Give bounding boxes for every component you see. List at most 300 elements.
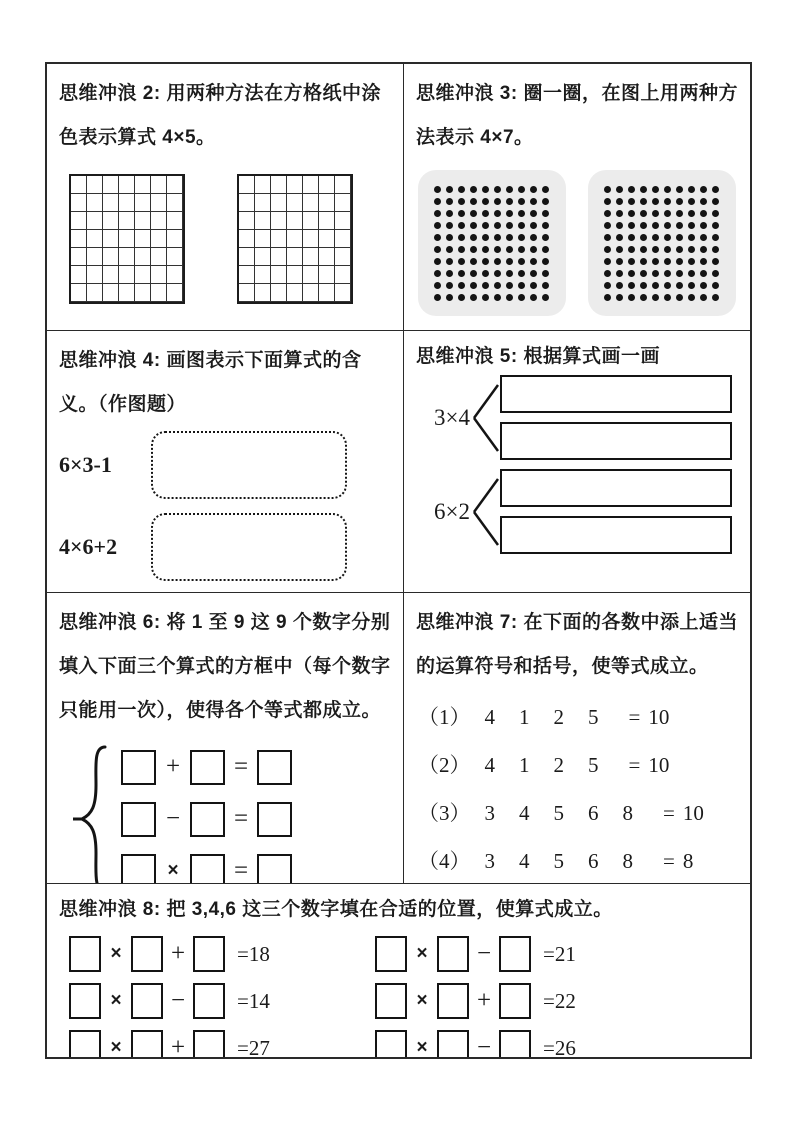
answer-box[interactable] bbox=[375, 983, 407, 1019]
dot bbox=[528, 267, 540, 279]
number: 4 bbox=[484, 705, 495, 729]
answer-box[interactable] bbox=[257, 750, 292, 785]
equals-sign: = bbox=[628, 705, 641, 729]
answer-box[interactable] bbox=[375, 1030, 407, 1057]
dot bbox=[444, 291, 456, 303]
operator-sign: × bbox=[416, 990, 428, 1011]
grid-cell[interactable] bbox=[167, 266, 183, 284]
grid-cell[interactable] bbox=[119, 212, 135, 230]
operator-sign: × bbox=[110, 943, 122, 964]
grid-cell[interactable] bbox=[87, 248, 103, 266]
dot bbox=[698, 183, 710, 195]
dot bbox=[710, 255, 722, 267]
brace-icon bbox=[73, 743, 111, 883]
grid-cell[interactable] bbox=[303, 212, 319, 230]
dot bbox=[480, 255, 492, 267]
dot bbox=[432, 279, 444, 291]
dot bbox=[480, 291, 492, 303]
grid-cell[interactable] bbox=[151, 230, 167, 248]
grid-cell[interactable] bbox=[103, 284, 119, 302]
grid-cell[interactable] bbox=[271, 176, 287, 194]
number-problem bbox=[418, 693, 738, 741]
dot bbox=[686, 195, 698, 207]
equation-row bbox=[69, 983, 375, 1019]
answer-box[interactable] bbox=[131, 936, 163, 972]
grid-cell[interactable] bbox=[151, 176, 167, 194]
grid-cell[interactable] bbox=[135, 176, 151, 194]
dot bbox=[468, 243, 480, 255]
grid-cell[interactable] bbox=[87, 230, 103, 248]
dot bbox=[444, 207, 456, 219]
dot bbox=[686, 231, 698, 243]
dot bbox=[626, 231, 638, 243]
dot bbox=[444, 231, 456, 243]
grid-cell[interactable] bbox=[319, 194, 335, 212]
grid-cell[interactable] bbox=[87, 266, 103, 284]
grid-cell[interactable] bbox=[135, 248, 151, 266]
dot bbox=[602, 267, 614, 279]
grid-cell[interactable] bbox=[135, 266, 151, 284]
dot bbox=[456, 231, 468, 243]
grid-cell[interactable] bbox=[151, 266, 167, 284]
dot bbox=[674, 231, 686, 243]
dot bbox=[650, 219, 662, 231]
grid-cell[interactable] bbox=[151, 212, 167, 230]
grid-cell[interactable] bbox=[335, 248, 351, 266]
grid-cell[interactable] bbox=[71, 230, 87, 248]
grid-cell[interactable] bbox=[335, 230, 351, 248]
grid-cell[interactable] bbox=[167, 230, 183, 248]
grid-cell[interactable] bbox=[135, 284, 151, 302]
dot bbox=[504, 279, 516, 291]
dot bbox=[516, 267, 528, 279]
grid-cell[interactable] bbox=[119, 266, 135, 284]
dot-array-left[interactable] bbox=[418, 170, 566, 316]
grid-cell[interactable] bbox=[303, 230, 319, 248]
grid-cell[interactable] bbox=[271, 230, 287, 248]
grid-cell[interactable] bbox=[287, 176, 303, 194]
worksheet-table bbox=[45, 62, 752, 1059]
grid-cell[interactable] bbox=[103, 266, 119, 284]
grid-cell[interactable] bbox=[239, 266, 255, 284]
grid-cell[interactable] bbox=[119, 248, 135, 266]
dot bbox=[686, 219, 698, 231]
grid-cell[interactable] bbox=[239, 194, 255, 212]
number: 1 bbox=[519, 753, 530, 777]
dot bbox=[638, 267, 650, 279]
number: 6 bbox=[588, 801, 599, 825]
grid-cell[interactable] bbox=[87, 284, 103, 302]
grid-cell[interactable] bbox=[103, 194, 119, 212]
dot bbox=[614, 219, 626, 231]
answer-box[interactable] bbox=[375, 936, 407, 972]
grid-cell[interactable] bbox=[103, 212, 119, 230]
grid-cell[interactable] bbox=[303, 248, 319, 266]
answer-box[interactable] bbox=[193, 1030, 225, 1057]
dot bbox=[456, 291, 468, 303]
dot bbox=[444, 267, 456, 279]
dot bbox=[504, 231, 516, 243]
grid-cell[interactable] bbox=[239, 248, 255, 266]
answer-box[interactable] bbox=[121, 802, 156, 837]
result-value: 8 bbox=[682, 849, 694, 873]
drawing-problem bbox=[59, 431, 391, 499]
grid-cell[interactable] bbox=[87, 176, 103, 194]
grid-cell[interactable] bbox=[255, 266, 271, 284]
answer-box[interactable] bbox=[190, 854, 225, 884]
dot bbox=[540, 231, 552, 243]
dot bbox=[650, 291, 662, 303]
grid-cell[interactable] bbox=[255, 194, 271, 212]
dot bbox=[492, 291, 504, 303]
grid-cell[interactable] bbox=[255, 230, 271, 248]
dot bbox=[662, 219, 674, 231]
grid-cell[interactable] bbox=[255, 176, 271, 194]
rect-stack bbox=[500, 469, 732, 554]
answer-box[interactable] bbox=[437, 936, 469, 972]
dot bbox=[710, 291, 722, 303]
grid-cell[interactable] bbox=[71, 248, 87, 266]
dot bbox=[432, 219, 444, 231]
dot-array-right[interactable] bbox=[588, 170, 736, 316]
dot bbox=[698, 291, 710, 303]
dot bbox=[468, 207, 480, 219]
dot bbox=[468, 219, 480, 231]
dot bbox=[432, 207, 444, 219]
dot bbox=[456, 279, 468, 291]
answer-rectangle[interactable] bbox=[500, 375, 732, 413]
grid-cell[interactable] bbox=[287, 266, 303, 284]
dot bbox=[480, 195, 492, 207]
dot bbox=[698, 279, 710, 291]
dot bbox=[444, 195, 456, 207]
dot bbox=[492, 219, 504, 231]
number: 8 bbox=[622, 849, 633, 873]
answer-rectangle[interactable] bbox=[500, 516, 732, 554]
dot bbox=[602, 195, 614, 207]
number: 5 bbox=[588, 753, 599, 777]
grid-cell[interactable] bbox=[287, 230, 303, 248]
grid-cell[interactable] bbox=[119, 194, 135, 212]
grid-cell[interactable] bbox=[71, 284, 87, 302]
dot bbox=[626, 219, 638, 231]
grid-cell[interactable] bbox=[239, 284, 255, 302]
grid-cell[interactable] bbox=[287, 284, 303, 302]
grid-cell[interactable] bbox=[103, 176, 119, 194]
dot bbox=[444, 255, 456, 267]
grid-cell[interactable] bbox=[71, 212, 87, 230]
answer-box[interactable] bbox=[499, 1030, 531, 1057]
equation-row bbox=[121, 750, 292, 785]
answer-box[interactable] bbox=[193, 983, 225, 1019]
grid-cell[interactable] bbox=[255, 284, 271, 302]
grid-cell[interactable] bbox=[167, 176, 183, 194]
dot bbox=[456, 183, 468, 195]
answer-box[interactable] bbox=[499, 936, 531, 972]
equation-rows bbox=[121, 750, 292, 884]
grid-cell[interactable] bbox=[119, 176, 135, 194]
dot bbox=[710, 279, 722, 291]
grid-cell[interactable] bbox=[135, 230, 151, 248]
dot bbox=[614, 291, 626, 303]
section-8-title: 思维冲浪 8: 把 3,4,6 这三个数字填在合适的位置，使算式成立。 bbox=[59, 899, 613, 920]
answer-box[interactable] bbox=[257, 854, 292, 884]
dot bbox=[516, 255, 528, 267]
answer-box[interactable] bbox=[193, 936, 225, 972]
grid-cell[interactable] bbox=[151, 194, 167, 212]
grid-cell[interactable] bbox=[271, 284, 287, 302]
number: 5 bbox=[553, 801, 564, 825]
dot bbox=[698, 195, 710, 207]
answer-box[interactable] bbox=[131, 983, 163, 1019]
dot bbox=[626, 195, 638, 207]
grid-cell[interactable] bbox=[303, 266, 319, 284]
grid-cell[interactable] bbox=[103, 230, 119, 248]
grid-cell[interactable] bbox=[71, 194, 87, 212]
dot bbox=[602, 207, 614, 219]
grid-cell[interactable] bbox=[303, 284, 319, 302]
dot bbox=[456, 255, 468, 267]
dot bbox=[638, 231, 650, 243]
dot bbox=[516, 231, 528, 243]
operator-sign: × bbox=[110, 1037, 122, 1057]
grid-cell[interactable] bbox=[335, 266, 351, 284]
dot bbox=[698, 219, 710, 231]
grid-cell[interactable] bbox=[255, 248, 271, 266]
grid-cell[interactable] bbox=[239, 230, 255, 248]
equation-row bbox=[375, 1030, 738, 1057]
dot bbox=[650, 243, 662, 255]
dot bbox=[480, 183, 492, 195]
number: 5 bbox=[588, 705, 599, 729]
dot bbox=[492, 243, 504, 255]
dot bbox=[614, 231, 626, 243]
grid-cell[interactable] bbox=[319, 176, 335, 194]
dot bbox=[480, 267, 492, 279]
drawing-area[interactable] bbox=[151, 513, 347, 581]
expression: 6×2 bbox=[434, 498, 470, 524]
grid-cell[interactable] bbox=[103, 248, 119, 266]
rect-stack bbox=[500, 375, 732, 460]
dot bbox=[614, 279, 626, 291]
operator-sign: − bbox=[165, 805, 181, 832]
dot bbox=[638, 183, 650, 195]
answer-rectangle[interactable] bbox=[500, 422, 732, 460]
dot bbox=[710, 195, 722, 207]
dot bbox=[710, 183, 722, 195]
operator-sign: × bbox=[416, 1037, 428, 1057]
grid-cell[interactable] bbox=[335, 176, 351, 194]
dot bbox=[516, 243, 528, 255]
dot bbox=[662, 207, 674, 219]
dot bbox=[626, 207, 638, 219]
grid-cell[interactable] bbox=[135, 212, 151, 230]
section-5 bbox=[403, 330, 750, 592]
dot bbox=[444, 279, 456, 291]
answer-rectangle[interactable] bbox=[500, 469, 732, 507]
answer-box[interactable] bbox=[190, 750, 225, 785]
grid-cell[interactable] bbox=[167, 284, 183, 302]
dot bbox=[528, 291, 540, 303]
dot bbox=[686, 291, 698, 303]
dot bbox=[504, 183, 516, 195]
answer-box[interactable] bbox=[69, 983, 101, 1019]
dot bbox=[674, 267, 686, 279]
dot bbox=[480, 243, 492, 255]
dot bbox=[662, 183, 674, 195]
grid-cell[interactable] bbox=[335, 212, 351, 230]
grid-cell[interactable] bbox=[287, 248, 303, 266]
dot bbox=[540, 267, 552, 279]
dot bbox=[432, 231, 444, 243]
dot-arrays bbox=[418, 170, 738, 316]
number: 4 bbox=[519, 849, 530, 873]
grid-cell[interactable] bbox=[287, 194, 303, 212]
dot bbox=[674, 255, 686, 267]
grid-cell[interactable] bbox=[87, 212, 103, 230]
answer-box[interactable] bbox=[499, 983, 531, 1019]
grid-cell[interactable] bbox=[87, 194, 103, 212]
dot bbox=[602, 183, 614, 195]
result-value: =18 bbox=[237, 941, 270, 966]
operator-sign: + bbox=[170, 1034, 186, 1057]
grid-cell[interactable] bbox=[71, 266, 87, 284]
dot bbox=[528, 231, 540, 243]
dot bbox=[614, 183, 626, 195]
dot bbox=[650, 279, 662, 291]
drawing-area[interactable] bbox=[151, 431, 347, 499]
dot bbox=[698, 267, 710, 279]
dot bbox=[492, 183, 504, 195]
equals-sign: = bbox=[233, 857, 249, 883]
expression-group bbox=[418, 375, 738, 460]
grid-cell[interactable] bbox=[335, 194, 351, 212]
grid-cell[interactable] bbox=[119, 284, 135, 302]
grid-cell[interactable] bbox=[239, 176, 255, 194]
answer-box[interactable] bbox=[69, 1030, 101, 1057]
dot bbox=[432, 255, 444, 267]
dot bbox=[468, 183, 480, 195]
dot bbox=[456, 243, 468, 255]
square-grid-right[interactable] bbox=[237, 174, 353, 304]
equation-row bbox=[375, 983, 738, 1019]
grid-cell[interactable] bbox=[151, 284, 167, 302]
dot bbox=[710, 207, 722, 219]
dot bbox=[626, 291, 638, 303]
dot bbox=[626, 243, 638, 255]
grid-cell[interactable] bbox=[271, 194, 287, 212]
dot bbox=[614, 207, 626, 219]
dot bbox=[480, 231, 492, 243]
expression: 6×3-1 bbox=[59, 452, 112, 477]
grid-cell[interactable] bbox=[319, 266, 335, 284]
grid-cell[interactable] bbox=[167, 194, 183, 212]
dot bbox=[650, 195, 662, 207]
problem-list bbox=[418, 693, 738, 883]
grid-cell[interactable] bbox=[319, 284, 335, 302]
answer-box[interactable] bbox=[69, 936, 101, 972]
grid-cell[interactable] bbox=[239, 212, 255, 230]
grid-cell[interactable] bbox=[303, 194, 319, 212]
grid-cell[interactable] bbox=[255, 212, 271, 230]
dot bbox=[674, 195, 686, 207]
number-problem bbox=[418, 741, 738, 789]
dot bbox=[638, 207, 650, 219]
grid-cell[interactable] bbox=[167, 212, 183, 230]
grid-cell[interactable] bbox=[135, 194, 151, 212]
dot bbox=[444, 219, 456, 231]
grid-cell[interactable] bbox=[271, 266, 287, 284]
section-7 bbox=[403, 592, 750, 883]
dot bbox=[480, 219, 492, 231]
dot bbox=[432, 243, 444, 255]
answer-box[interactable] bbox=[131, 1030, 163, 1057]
grid-cell[interactable] bbox=[303, 176, 319, 194]
answer-box[interactable] bbox=[437, 1030, 469, 1057]
grid-cell[interactable] bbox=[167, 248, 183, 266]
grid-cell[interactable] bbox=[319, 248, 335, 266]
grid-cell[interactable] bbox=[151, 248, 167, 266]
dot bbox=[626, 267, 638, 279]
answer-box[interactable] bbox=[190, 802, 225, 837]
number: 3 bbox=[484, 801, 495, 825]
grid-cell[interactable] bbox=[271, 248, 287, 266]
answer-box[interactable] bbox=[257, 802, 292, 837]
dot bbox=[674, 183, 686, 195]
grid-cell[interactable] bbox=[271, 212, 287, 230]
dot bbox=[492, 231, 504, 243]
equation-column-left bbox=[69, 936, 375, 1057]
dot bbox=[516, 207, 528, 219]
grid-cell[interactable] bbox=[335, 284, 351, 302]
grid-cell[interactable] bbox=[71, 176, 87, 194]
dot bbox=[638, 255, 650, 267]
expression: 3×4 bbox=[434, 404, 470, 430]
operator-sign: − bbox=[476, 940, 492, 967]
dot bbox=[444, 183, 456, 195]
result-value: 10 bbox=[648, 705, 670, 729]
operator-sign: + bbox=[476, 987, 492, 1014]
operator-sign: × bbox=[167, 860, 179, 881]
dot bbox=[698, 255, 710, 267]
grid-cell[interactable] bbox=[319, 212, 335, 230]
dot bbox=[492, 207, 504, 219]
dot bbox=[650, 207, 662, 219]
section-8 bbox=[47, 883, 750, 1057]
answer-box[interactable] bbox=[437, 983, 469, 1019]
dot bbox=[528, 243, 540, 255]
equals-sign: = bbox=[233, 753, 249, 780]
dot bbox=[540, 195, 552, 207]
grid-cell[interactable] bbox=[119, 230, 135, 248]
answer-box[interactable] bbox=[121, 750, 156, 785]
dot bbox=[528, 207, 540, 219]
dot bbox=[674, 291, 686, 303]
number: 2 bbox=[553, 753, 564, 777]
answer-box[interactable] bbox=[121, 854, 156, 884]
grid-cell[interactable] bbox=[287, 212, 303, 230]
dot bbox=[710, 243, 722, 255]
grid-cell[interactable] bbox=[319, 230, 335, 248]
dot bbox=[698, 243, 710, 255]
dot bbox=[540, 219, 552, 231]
square-grid-left[interactable] bbox=[69, 174, 185, 304]
equals-sign: = bbox=[233, 805, 249, 832]
dot bbox=[504, 267, 516, 279]
dot bbox=[468, 291, 480, 303]
dot bbox=[662, 243, 674, 255]
equation-row bbox=[69, 936, 375, 972]
